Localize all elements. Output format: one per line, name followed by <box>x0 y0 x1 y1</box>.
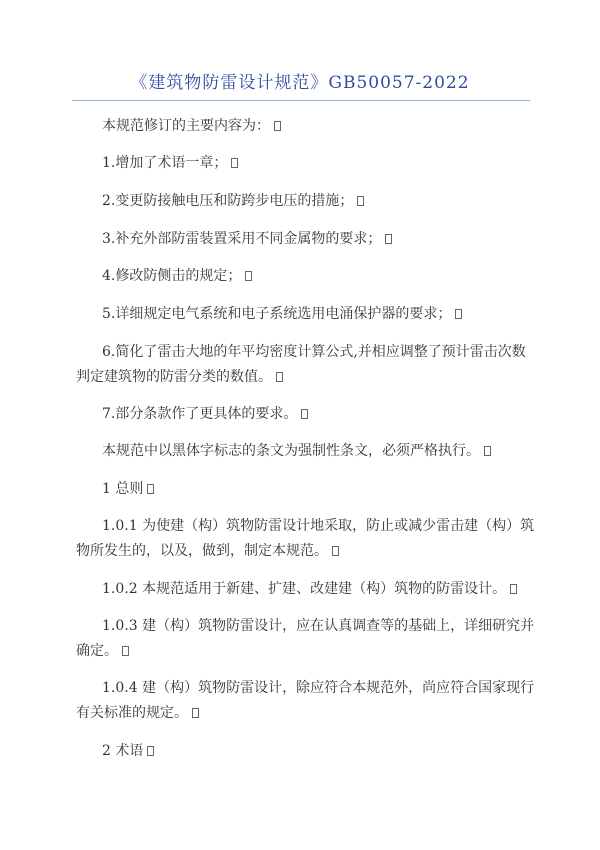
section-heading-terms <box>102 739 532 764</box>
paragraph-text: 4.修改防侧击的规定； <box>102 268 242 284</box>
paragraph-text: 2 术语 <box>102 743 144 759</box>
paragraph-text: 1 总则 <box>102 481 144 497</box>
document-title: 《建筑物防雷设计规范》GB50057-2022 <box>130 73 470 93</box>
paragraph-mandatory-note <box>102 439 532 464</box>
paragraph-mark-icon <box>385 234 392 244</box>
paragraph-mark-icon <box>245 271 252 281</box>
paragraph-mark-icon <box>301 409 308 419</box>
paragraph-text: 2.变更防接触电压和防跨步电压的措施； <box>102 193 354 209</box>
paragraph-text: 7.部分条款作了更具体的要求。 <box>102 406 298 422</box>
paragraph-text: 本规范修订的主要内容为： <box>102 118 270 134</box>
paragraph-text: 1.0.3 建（构）筑物防雷设计，应在认真调查等的基础上，详细研究并确定。 <box>76 618 535 659</box>
paragraph-item-2 <box>102 189 532 214</box>
clause-1-0-4 <box>76 676 536 726</box>
paragraph-mark-icon <box>332 546 339 556</box>
paragraph-mark-icon <box>122 646 129 656</box>
paragraph-mark-icon <box>231 158 238 168</box>
paragraph-text: 1.0.1 为使建（构）筑物防雷设计地采取，防止或减少雷击建（构）筑物所发生的，以及，做到，制定本规范。 <box>76 518 535 559</box>
clause-1-0-1 <box>76 514 536 564</box>
paragraph-item-4 <box>102 264 532 289</box>
paragraph-text: 5.详细规定电气系统和电子系统选用电涌保护器的要求； <box>102 306 452 322</box>
paragraph-mark-icon <box>357 196 364 206</box>
paragraph-text: 本规范中以黑体字标志的条文为强制性条文，必须严格执行。 <box>102 443 480 459</box>
paragraph-text: 1.0.4 建（构）筑物防雷设计，除应符合本规范外，尚应符合国家现行有关标准的规定。 <box>76 680 535 721</box>
section-heading-general <box>102 477 532 502</box>
paragraph-text: 1.0.2 本规范适用于新建、扩建、改建建（构）筑物的防雷设计。 <box>102 581 507 597</box>
clause-1-0-2 <box>102 577 532 602</box>
paragraph-mark-icon <box>276 372 283 382</box>
paragraph-item-7 <box>102 402 532 427</box>
paragraph-mark-icon <box>147 484 154 494</box>
paragraph-item-1 <box>102 151 532 176</box>
paragraph-item-6 <box>76 340 536 390</box>
paragraph-mark-icon <box>484 446 491 456</box>
paragraph-text: 1.增加了术语一章； <box>102 155 228 171</box>
paragraph-text: 3.补充外部防雷装置采用不同金属物的要求； <box>102 231 382 247</box>
title-divider <box>72 100 530 101</box>
paragraph-item-5 <box>102 302 532 327</box>
paragraph-item-3 <box>102 227 532 252</box>
clause-1-0-3 <box>76 614 536 664</box>
paragraph-text: 6.简化了雷击大地的年平均密度计算公式,并相应调整了预计雷击次数判定建筑物的防雷分类的数值。 <box>76 344 526 385</box>
paragraph-mark-icon <box>455 309 462 319</box>
paragraph-mark-icon <box>510 584 517 594</box>
paragraph-mark-icon <box>147 746 154 756</box>
paragraph-mark-icon <box>192 708 199 718</box>
paragraph-intro <box>102 114 532 139</box>
paragraph-mark-icon <box>274 121 281 131</box>
